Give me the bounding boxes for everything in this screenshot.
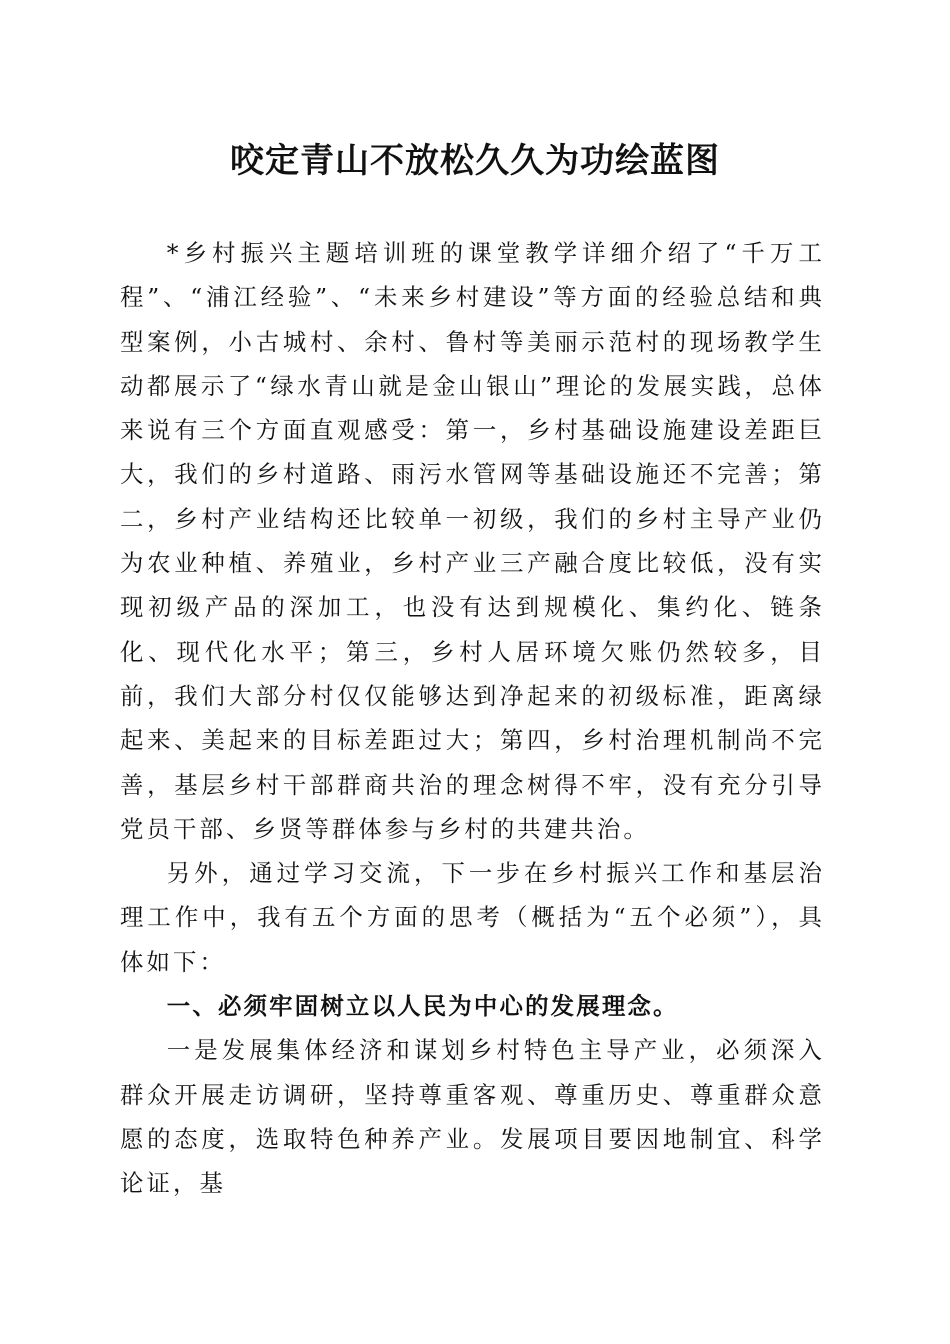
paragraph-section-1-point-1: 一是发展集体经济和谋划乡村特色主导产业，必须深入群众开展走访调研，坚持尊重客观、尊重历史、尊重群众意愿的态度，选取特色种养产业。发展项目要因地制宜、科学论证，基 <box>120 1036 825 1198</box>
paragraph-reflections-intro: 另外，通过学习交流，下一步在乡村振兴工作和基层治理工作中，我有五个方面的思考（概括为“五个必须”），具体如下： <box>120 859 825 976</box>
paragraph-training-observations: *乡村振兴主题培训班的课堂教学详细介绍了“千万工程”、“浦江经验”、“未来乡村建设”等方面的经验总结和典型案例，小古城村、余村、鲁村等美丽示范村的现场教学生动都展示了“绿水青山就是金山银山”理论的发展实践，总体来说有三个方面直观感受：第一，乡村基础设施建设差距巨大，我们的乡村道路、雨污水管网等基础设施还不完善；第二，乡村产业结构还比较单一初级，我们的乡村主导产业仍为农业种植、养殖业，乡村产业三产融合度比较低，没有实现初级产品的深加工，也没有达到规模化、集约化、链条化、现代化水平；第三，乡村人居环境欠账仍然较多，目前，我们大部分村仅仅能够达到净起来的初级标准，距离绿起来、美起来的目标差距过大；第四，乡村治理机制尚不完善，基层乡村干部群商共治的理念树得不牢，没有充分引导党员干部、乡贤等群体参与乡村的共建共治。 <box>120 239 825 843</box>
document-title: 咬定青山不放松久久为功绘蓝图 <box>230 141 720 181</box>
document-body <box>120 231 825 1206</box>
section-heading-1: 一、必须牢固树立以人民为中心的发展理念。 <box>166 992 679 1021</box>
